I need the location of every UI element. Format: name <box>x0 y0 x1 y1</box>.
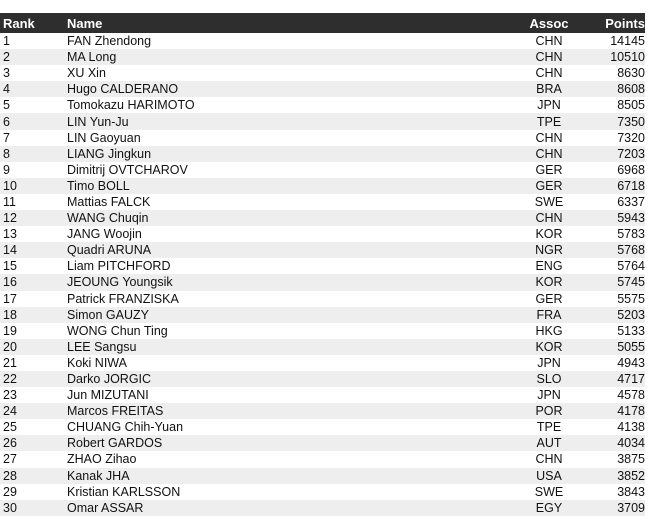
cell-assoc: EGY <box>507 500 591 516</box>
cell-name: LEE Sangsu <box>67 339 507 355</box>
cell-name: JEOUNG Youngsik <box>67 274 507 290</box>
cell-name: Liam PITCHFORD <box>67 259 171 274</box>
table-row <box>0 146 645 162</box>
table-row <box>0 484 645 500</box>
table-row <box>0 435 645 451</box>
table-row <box>0 355 645 371</box>
cell-points: 3843 <box>617 484 645 499</box>
cell-assoc: GER <box>535 162 563 177</box>
cell-assoc: CHN <box>535 130 563 145</box>
table-row <box>0 291 645 307</box>
table-row <box>0 323 645 339</box>
cell-assoc: POR <box>507 403 591 419</box>
header-row <box>0 13 645 33</box>
cell-name: WONG Chun Ting <box>67 323 168 338</box>
ranking-table <box>0 13 645 516</box>
cell-points: 5575 <box>617 291 645 306</box>
cell-rank: 6 <box>0 113 67 129</box>
cell-points: 4178 <box>591 403 645 419</box>
cell-rank: 29 <box>3 484 17 499</box>
cell-rank: 21 <box>3 355 17 370</box>
table-row <box>0 403 645 419</box>
cell-assoc: SWE <box>534 484 564 499</box>
cell-assoc: AUT <box>507 435 591 451</box>
cell-assoc: FRA <box>507 307 591 323</box>
cell-points: 4717 <box>591 371 645 387</box>
table-row <box>0 97 645 113</box>
cell-name: MA Long <box>67 49 507 65</box>
table-row <box>0 162 645 178</box>
table-row <box>0 307 645 323</box>
cell-points: 5133 <box>617 323 645 338</box>
cell-rank: 3 <box>3 66 10 81</box>
cell-name: FAN Zhendong <box>67 34 152 49</box>
cell-points: 5745 <box>591 274 645 290</box>
cell-points: 7320 <box>617 130 645 145</box>
cell-rank: 16 <box>0 274 67 290</box>
header-name: Name <box>67 13 507 33</box>
cell-points: 5764 <box>617 259 645 274</box>
table-row <box>0 419 645 435</box>
table-row <box>0 500 645 516</box>
table-row <box>0 65 645 81</box>
cell-name: CHUANG Chih-Yuan <box>67 420 184 435</box>
cell-name: Marcos FREITAS <box>67 403 507 419</box>
cell-assoc: KOR <box>535 227 563 242</box>
cell-points: 4943 <box>617 355 645 370</box>
cell-points: 3852 <box>591 468 645 484</box>
cell-name: XU Xin <box>67 66 106 81</box>
cell-name: Omar ASSAR <box>67 500 507 516</box>
cell-rank: 23 <box>3 388 17 403</box>
cell-rank: 19 <box>3 323 17 338</box>
table-row <box>0 274 645 290</box>
cell-assoc: KOR <box>507 274 591 290</box>
cell-assoc: HKG <box>535 323 563 338</box>
cell-assoc: TPE <box>536 420 562 435</box>
cell-name: Simon GAUZY <box>67 307 507 323</box>
cell-name: Kanak JHA <box>67 468 507 484</box>
cell-assoc: CHN <box>507 146 591 162</box>
cell-rank: 4 <box>0 81 67 97</box>
cell-points: 4578 <box>617 388 645 403</box>
cell-points: 7203 <box>591 146 645 162</box>
table-row <box>0 194 645 210</box>
cell-assoc: JPN <box>537 355 561 370</box>
cell-name: Timo BOLL <box>67 178 507 194</box>
cell-points: 5055 <box>591 339 645 355</box>
cell-rank: 22 <box>0 371 67 387</box>
cell-rank: 15 <box>3 259 17 274</box>
cell-points: 6337 <box>617 194 645 209</box>
cell-rank: 2 <box>0 49 67 65</box>
cell-points: 6718 <box>591 178 645 194</box>
cell-rank: 27 <box>3 452 17 467</box>
cell-points: 5783 <box>617 227 645 242</box>
cell-name: LIN Yun-Ju <box>67 113 507 129</box>
cell-points: 5943 <box>591 210 645 226</box>
cell-name: Hugo CALDERANO <box>67 81 507 97</box>
cell-points: 6968 <box>617 162 645 177</box>
cell-name: Jun MIZUTANI <box>67 388 149 403</box>
cell-name: Quadri ARUNA <box>67 242 507 258</box>
cell-rank: 20 <box>0 339 67 355</box>
table-row <box>0 130 645 146</box>
cell-name: Patrick FRANZISKA <box>67 291 179 306</box>
cell-points: 10510 <box>591 49 645 65</box>
cell-points: 4138 <box>617 420 645 435</box>
table-row <box>0 33 645 49</box>
cell-points: 14145 <box>610 34 645 49</box>
cell-points: 7350 <box>591 113 645 129</box>
cell-assoc: CHN <box>507 49 591 65</box>
table-row <box>0 210 645 226</box>
cell-rank: 13 <box>3 227 17 242</box>
cell-assoc: USA <box>507 468 591 484</box>
cell-points: 5768 <box>591 242 645 258</box>
cell-rank: 30 <box>0 500 67 516</box>
cell-name: Darko JORGIC <box>67 371 507 387</box>
header-rank: Rank <box>0 13 67 33</box>
cell-rank: 14 <box>0 242 67 258</box>
cell-rank: 18 <box>0 307 67 323</box>
cell-name: ZHAO Zihao <box>67 452 137 467</box>
cell-assoc: CHN <box>535 452 563 467</box>
cell-assoc: JPN <box>537 98 561 113</box>
cell-assoc: CHN <box>535 66 563 81</box>
cell-rank: 1 <box>3 34 10 49</box>
table-row <box>0 258 645 274</box>
cell-name: Dimitrij OVTCHAROV <box>67 162 188 177</box>
cell-points: 8630 <box>617 66 645 81</box>
table-row <box>0 113 645 129</box>
cell-assoc: CHN <box>507 210 591 226</box>
cell-rank: 17 <box>3 291 17 306</box>
header-points: Points <box>591 13 645 33</box>
cell-name: Tomokazu HARIMOTO <box>67 98 195 113</box>
header-assoc: Assoc <box>507 13 591 33</box>
cell-rank: 26 <box>0 435 67 451</box>
table-row <box>0 451 645 467</box>
cell-assoc: SWE <box>534 194 564 209</box>
cell-assoc: ENG <box>535 259 563 274</box>
cell-rank: 25 <box>3 420 17 435</box>
cell-rank: 10 <box>0 178 67 194</box>
cell-points: 4034 <box>591 435 645 451</box>
cell-rank: 11 <box>3 194 16 209</box>
cell-name: Koki NIWA <box>67 355 127 370</box>
cell-name: LIN Gaoyuan <box>67 130 141 145</box>
cell-name: Robert GARDOS <box>67 435 507 451</box>
cell-rank: 24 <box>0 403 67 419</box>
table-header <box>0 13 645 33</box>
cell-assoc: JPN <box>537 388 561 403</box>
cell-assoc: NGR <box>507 242 591 258</box>
cell-points: 3709 <box>591 500 645 516</box>
table-row <box>0 387 645 403</box>
cell-assoc: GER <box>507 178 591 194</box>
cell-assoc: CHN <box>535 34 563 49</box>
cell-points: 5203 <box>591 307 645 323</box>
cell-points: 3875 <box>617 452 645 467</box>
table-row <box>0 226 645 242</box>
cell-rank: 7 <box>3 130 10 145</box>
table-row <box>0 242 645 258</box>
table-row <box>0 371 645 387</box>
cell-points: 8608 <box>591 81 645 97</box>
table-row <box>0 49 645 65</box>
cell-points: 8505 <box>617 98 645 113</box>
cell-rank: 5 <box>3 98 10 113</box>
table-row <box>0 339 645 355</box>
cell-assoc: BRA <box>507 81 591 97</box>
cell-rank: 12 <box>0 210 67 226</box>
table-body <box>0 33 645 516</box>
cell-rank: 28 <box>0 468 67 484</box>
table-row <box>0 81 645 97</box>
cell-name: JANG Woojin <box>67 227 142 242</box>
table-row <box>0 178 645 194</box>
cell-rank: 8 <box>0 146 67 162</box>
cell-assoc: GER <box>535 291 563 306</box>
cell-assoc: SLO <box>507 371 591 387</box>
cell-name: Kristian KARLSSON <box>67 484 181 499</box>
cell-assoc: TPE <box>507 113 591 129</box>
cell-name: WANG Chuqin <box>67 210 507 226</box>
table-row <box>0 468 645 484</box>
cell-rank: 9 <box>3 162 10 177</box>
cell-assoc: KOR <box>507 339 591 355</box>
cell-name: Mattias FALCK <box>67 194 151 209</box>
cell-name: LIANG Jingkun <box>67 146 507 162</box>
